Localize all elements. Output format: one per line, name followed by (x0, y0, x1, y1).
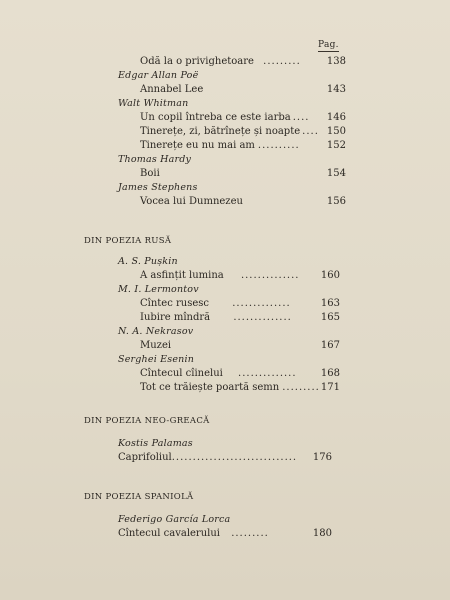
toc-title (118, 452, 297, 464)
toc-title: Muzei (140, 340, 172, 351)
toc-title (140, 140, 300, 152)
page-number: 165 (320, 312, 340, 323)
leader-dots: .............. (232, 298, 291, 309)
entry-title: Un copil întreba ce este iarba (140, 112, 291, 123)
page-number: 152 (326, 140, 346, 151)
page-number: 138 (326, 56, 346, 67)
page-number: 160 (320, 270, 340, 281)
entry-title: Tinerețe, zi, bătrînețe și noapte (140, 126, 301, 137)
toc-title (140, 126, 319, 138)
leader-dots: .............................. (171, 452, 298, 463)
entry-title: A asfințit lumina (140, 270, 224, 281)
leader-dots: ......... (263, 56, 301, 67)
leader-dots: .............. (233, 312, 292, 323)
page-number: 154 (326, 168, 346, 179)
toc-title (140, 382, 320, 394)
toc-title (140, 112, 309, 124)
entry-title: Cîntec rusesc (140, 298, 210, 309)
toc-author: N. A. Nekrasov (118, 326, 194, 337)
toc-title (140, 312, 292, 324)
entry-title: Tinerețe eu nu mai am (140, 140, 255, 151)
entry-title: Caprifoliul (118, 452, 172, 463)
page-number: 143 (326, 84, 346, 95)
leader-dots: .... (302, 126, 319, 137)
toc-title (140, 56, 301, 68)
toc-author: M. I. Lermontov (118, 284, 199, 295)
page-number: 168 (320, 368, 340, 379)
page-number: 167 (320, 340, 340, 351)
entry-title: Tot ce trăiește poartă semn (140, 382, 280, 393)
section-heading: DIN POEZIA SPANIOLĂ (84, 492, 194, 502)
toc-title (140, 298, 291, 310)
page-number: 156 (326, 196, 346, 207)
page-number: 176 (312, 452, 332, 463)
toc-author: Federigo García Lorca (118, 514, 231, 525)
toc-author: Serghei Esenin (118, 354, 195, 365)
leader-dots: ......... (282, 382, 320, 393)
page-number: 146 (326, 112, 346, 123)
section-heading: DIN POEZIA RUSĂ (84, 236, 172, 246)
toc-author: Walt Whitman (118, 98, 189, 109)
page-number: 150 (326, 126, 346, 137)
leader-dots: ......... (231, 528, 269, 539)
toc-title (118, 528, 269, 540)
toc-author: James Stephens (118, 182, 198, 193)
toc-author: Kostis Palamas (118, 438, 193, 449)
page-number: 171 (320, 382, 340, 393)
section-heading: DIN POEZIA NEO-GREACĂ (84, 416, 210, 426)
page-number: 180 (312, 528, 332, 539)
leader-dots: .... (292, 112, 310, 123)
toc-title (140, 368, 297, 380)
toc-title (140, 270, 299, 282)
toc-author: Edgar Allan Poë (118, 70, 199, 81)
toc-author: A. S. Pușkin (118, 256, 178, 267)
page-number: 163 (320, 298, 340, 309)
leader-dots: .......... (257, 140, 300, 151)
toc-title: Vocea lui Dumnezeu (140, 196, 243, 207)
page-column-header: Pag. (318, 40, 339, 50)
leader-dots: .............. (238, 368, 297, 379)
entry-title: Cîntecul cîinelui (140, 368, 223, 379)
entry-title: Cîntecul cavalerului (118, 528, 220, 539)
leader-dots: .............. (240, 270, 300, 281)
toc-title: Annabel Lee (140, 84, 204, 95)
entry-title: Odă la o privighetoare (140, 56, 254, 67)
entry-title: Iubire mîndră (140, 312, 211, 323)
toc-author: Thomas Hardy (118, 154, 192, 165)
toc-title: Boii (140, 168, 160, 179)
